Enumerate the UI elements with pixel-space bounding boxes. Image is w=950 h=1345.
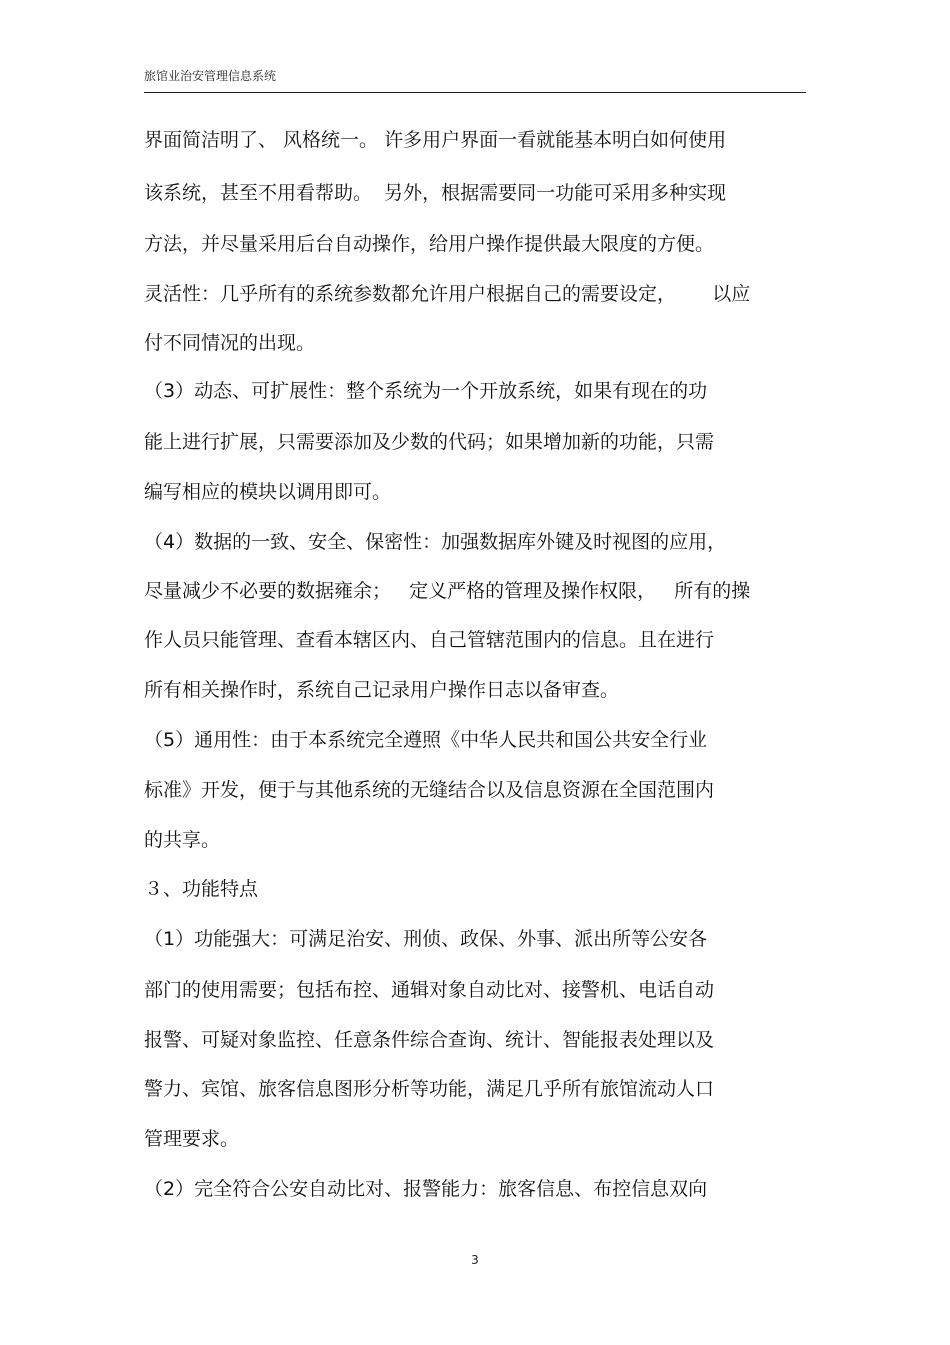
text-line: （5）通用性：由于本系统完全遵照《中华人民共和国公共安全行业 [144, 729, 708, 751]
text-line: 付不同情况的出现。 [144, 332, 316, 354]
text-line: 尽量减少不必要的数据雍余； 定义严格的管理及操作权限， 所有的操 [144, 580, 751, 602]
text-line: 作人员只能管理、查看本辖区内、自己管辖范围内的信息。且在进行 [144, 629, 715, 651]
header-title: 旅馆业治安管理信息系统 [144, 69, 277, 83]
text-line: 标准》开发，便于与其他系统的无缝结合以及信息资源在全国范围内 [144, 779, 715, 801]
text-line: （4）数据的一致、安全、保密性：加强数据库外键及时视图的应用， [144, 531, 727, 553]
text-line: 能上进行扩展，只需要添加及少数的代码；如果增加新的功能，只需 [144, 431, 715, 453]
text-line: 警力、宾馆、旅客信息图形分析等功能，满足几乎所有旅馆流动人口 [144, 1078, 715, 1100]
page-number: 3 [471, 1253, 479, 1267]
text-line: 管理要求。 [144, 1128, 240, 1150]
text-line: （2）完全符合公安自动比对、报警能力：旅客信息、布控信息双向 [144, 1178, 708, 1200]
text-line: 报警、可疑对象监控、任意条件综合查询、统计、智能报表处理以及 [144, 1029, 715, 1051]
text-line: 的共享。 [144, 829, 221, 851]
text-line: （3）动态、可扩展性：整个系统为一个开放系统，如果有现在的功 [144, 380, 708, 402]
text-line: 方法，并尽量采用后台自动操作，给用户操作提供最大限度的方便。 [144, 233, 715, 255]
text-line: 该系统，甚至不用看帮助。 另外，根据需要同一功能可采用多种实现 [144, 182, 727, 204]
text-line: 界面简洁明了、 风格统一。 许多用户界面一看就能基本明白如何使用 [144, 129, 727, 151]
text-line: 灵活性：几乎所有的系统参数都允许用户根据自己的需要设定， 以应 [144, 283, 751, 305]
text-line: （1）功能强大：可满足治安、刑侦、政保、外事、派出所等公安各 [144, 928, 708, 950]
text-line: 部门的使用需要；包括布控、通辑对象自动比对、接警机、电话自动 [144, 979, 715, 1001]
text-line: 编写相应的模块以调用即可。 [144, 481, 392, 503]
section-heading: ３、功能特点 [144, 878, 259, 900]
text-line: 所有相关操作时，系统自己记录用户操作日志以备审查。 [144, 679, 620, 701]
